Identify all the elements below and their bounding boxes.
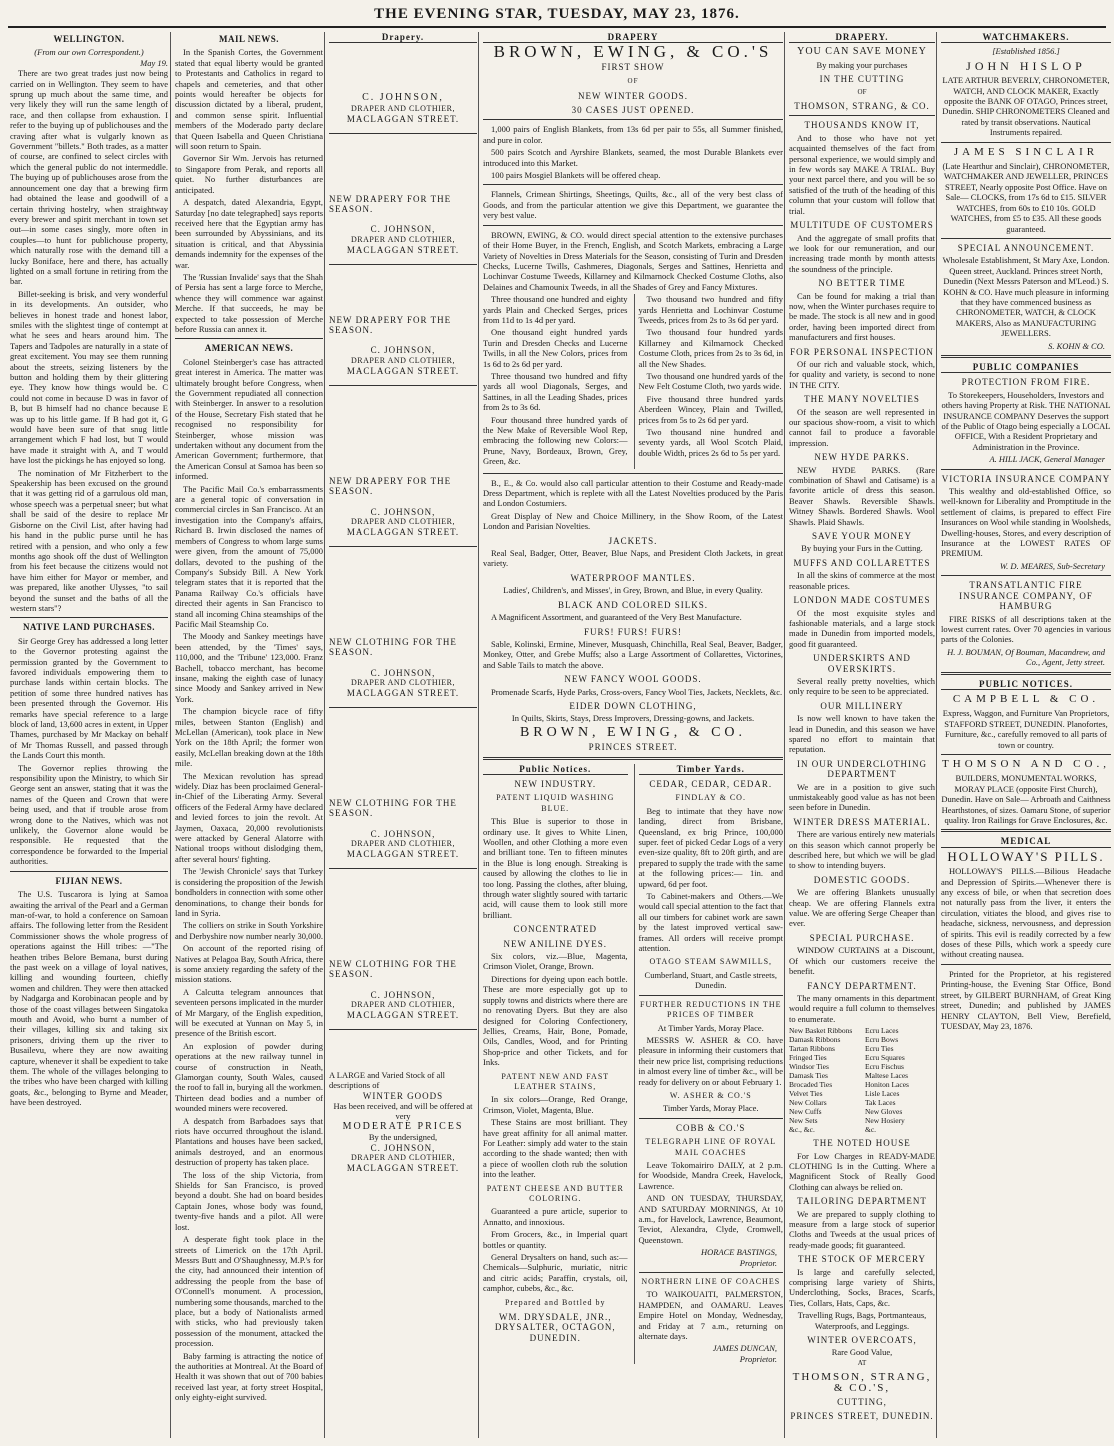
ad-address: MACLAGGAN STREET. — [346, 688, 460, 699]
article-paragraph: The U.S. Tuscarora is lying at Samoa awaiting the arrival of the Pearl and a German man-of-war, to hold a conference on Samoan affairs. The following letter from the Resident Commissioner shows the whole progress of operations against the Hill tribes: —"The heathen tribes Belore Bemana, burst during the past week on a village of loyal natives, killing and wounding fourteen, chiefly women and children. They were then attacked by Nadgarga and Korobinacan people and by those of the coast villages between Singatoka mouth and Avoid, who burnt a number of their villages, killing six and taking six prisoners, driving them up the river to Busailevu, where they are now awaiting capture, whenever it shall be expedient to take them. The whole of the villages belonging to the tribes who have been charged with killing goats, &c., belonging to Byrne and Meader, have been destroyed. — [10, 889, 168, 1108]
princes-street: PRINCES STREET. — [588, 742, 678, 753]
ad-name: C. JOHNSON, — [370, 1142, 436, 1153]
notice-heading: NEW INDUSTRY. — [514, 778, 597, 789]
divider — [941, 754, 1111, 755]
notice-text: MESSRS W. ASHER & CO. have pleasure in informing their customers that their new price list, comprising reductions in almost every line of timber &c., will be ready for delivery on or about February 1. — [638, 1034, 783, 1087]
article-paragraph: The Moody and Sankey meetings have been attended, by the 'Times' says, 110,000, and the 'Tribune' 123,000. Franz Bachell, tobacco merchant, has become insane, making the eighth case of lunacy since Moody and Sankey arrived in New York. — [175, 631, 323, 704]
ad-address: MACLAGGAN STREET. — [346, 1010, 460, 1021]
drapery-banner: DRAPERY. — [789, 32, 935, 43]
ad-name: C. JOHNSON, — [362, 92, 444, 104]
ad-text: Express, Waggon, and Furniture Van Proprietors, STAFFORD STREET, DUNEDIN. Planofortes, Furniture, &c., carefully removed to all parts of town or country. — [942, 708, 1110, 750]
notice-signature: JAMES DUNCAN, — [712, 1343, 777, 1354]
list-item: Ecru Laces — [865, 1026, 899, 1036]
article-paragraph: There are two great trades just now being carried on in Wellington. They seem to have sprung up much about the same time, and very likely they will run the same length of race, and then collapse from exhaustion. I refer to the buying up of publichouses and the craving after what is vulgarly known as Government "billets." Both trades, as a matter of course, are confined to select circles with which the general public do not intermeddle. The buying up of publichouses arose from the announcement one day that a brewing firm had obtained the lease and goodwill of a certain thriving hostelry, when straightway every brewer and spirit merchant in town set out—in some cases singly, more often in couples—to hunt for publichouse property, which naturally rose with the demand till a lucky Boniface, here and there, has actually lighted on a small fortune in retiring from the bar. — [10, 68, 168, 287]
list-item: New Sets — [789, 1116, 818, 1126]
divider — [10, 871, 168, 872]
ad-name: C. JOHNSON, — [370, 224, 436, 235]
notice-text: Guaranteed a pure article, superior to Annatto, and innoxious. — [483, 1206, 628, 1227]
eider-down-heading: EIDER DOWN CLOTHING, — [569, 700, 697, 711]
list-item: Five thousand three hundred yards Aberdeen Wincey, Plain and Twilled, prices from 5s to 2s 6d per yard. — [638, 393, 783, 425]
section-heading: MULTITUDE OF CUSTOMERS — [790, 220, 934, 231]
article-paragraph: On account of the reported rising of Natives at Pelagoa Bay, South Africa, there is some anxiety regarding the safety of the mission stations. — [175, 943, 323, 985]
section-heading: WINTER DRESS MATERIAL. — [793, 816, 931, 827]
column-drapery-johnson — [324, 32, 481, 1438]
notice-text: At Timber Yards, Moray Place. — [657, 1022, 764, 1033]
section-heading: NEW HYDE PARKS. — [814, 452, 910, 463]
ad-text: IN THE CUTTING — [819, 74, 905, 85]
notice-heading: PATENT NEW AND FAST LEATHER STAINS, — [501, 1071, 610, 1091]
furs-heading: FURS! FURS! FURS! — [583, 626, 683, 637]
established-label: [Established 1856.] — [992, 46, 1060, 57]
johnson-ad — [329, 798, 477, 860]
list-item: Ecru Squares — [865, 1053, 905, 1063]
article-paragraph: A despatch, dated Alexandria, Egypt, Saturday [no date telegraphed] says reports received here that the Egyptian army has been surrounded by Abyssinians, and its situation is critical, and that Abyssinia demands indemnity for the expenses of the war. — [175, 197, 323, 270]
ad-trade: DRAPER AND CLOTHIER, — [350, 103, 455, 113]
divider — [329, 1029, 477, 1030]
list-item: One thousand eight hundred yards Turin and Dresden Checks and Lucerne Twills, in all the New Colors, prices from 1s 6d to 2s 6d per yard. — [483, 327, 628, 369]
medical-banner: MEDICAL — [941, 836, 1111, 847]
notice-heading: CEDAR, CEDAR, CEDAR. — [649, 778, 773, 789]
ad-paragraph: Ladies', Children's, and Misses', in Grey, Brown, and Blue, in every Quality. — [503, 585, 763, 596]
ad-address: MACLAGGAN STREET. — [346, 527, 460, 538]
article-paragraph: A desperate fight took place in the streets of Limerick on the 17th April. Messrs Butt and O'Shaughnessy, M.P.'s for the city, had announced their intention of addressing the people from the base of O'Connell's monument. A procession, numbering some thousands, marched to the place, but a body of Nationalists armed with sticks, who had previously taken possession of the monument, attacked the procession. — [175, 1234, 323, 1349]
watchmakers-banner: WATCHMAKERS. — [941, 32, 1111, 43]
article-paragraph: The Governor replies throwing the responsibility upon the Ministry, to which Sir George sent an answer, stating that it was the names of the Queen and Crown that were being used, and that if trouble arose from wrong done to the Natives, which was not unlikely, the Governor alone would be responsible. He requested that the correspondence be forwarded to the Imperial authorities. — [10, 762, 168, 867]
timber-yards — [634, 764, 784, 1365]
section-heading: MUFFS AND COLLARETTES — [793, 557, 931, 568]
thomson-strang-signature: THOMSON, STRANG, & CO.'S, — [792, 1371, 932, 1394]
section-text: In all the skins of commerce at the most reasonable prices. — [789, 570, 935, 591]
ad-heading: THOMSON AND CO., — [942, 757, 1110, 770]
list-item: Windsor Ties — [789, 1062, 829, 1072]
list-item: Four thousand three hundred yards of the New Make of Reversible Wool Rep, embracing the following new Colors:—Prune, Navy, Bordeaux, Brown, Grey, Green, &c. — [483, 414, 628, 467]
notice-text: Leave Tokomairiro DAILY, at 2 p.m. for Woodside, Mandra Creek, Havelock, Lawrence. — [638, 1159, 783, 1191]
divider — [329, 264, 477, 265]
notice-text: TO WAIKOUAITI, PALMERSTON, HAMPDEN, and OAMARU. Leaves Empire Hotel on Monday, Wednesday, and Friday at 7 a.m., returning on alternate days. — [638, 1289, 783, 1342]
list-item: Fringed Ties — [789, 1053, 827, 1063]
ad-heading: NEW CLOTHING FOR THE SEASON. — [329, 958, 457, 980]
article-paragraph: The 'Jewish Chronicle' says that Turkey is considering the proposition of the Jewish bondholders in connection with some other denominations, to change their bonds for land in Syria. — [175, 866, 323, 918]
ad-heading: SPECIAL ANNOUNCEMENT. — [957, 242, 1095, 253]
notice-heading: PATENT CHEESE AND BUTTER COLORING. — [486, 1183, 624, 1203]
notice-subheading: TELEGRAPH LINE OF ROYAL MAIL COACHES — [645, 1137, 777, 1157]
section-heading: THE STOCK OF MERCERY — [797, 1254, 927, 1265]
notice-text: Timber Yards, Moray Place. — [662, 1103, 759, 1114]
ad-signature: H. J. BOUMAN, Of Bouman, Macandrew, and Co., Agent, Jetty street. — [947, 646, 1105, 668]
article-paragraph: The nomination of Mr Fitzherbert to the Speakership has been excused on the ground that it was getting rid of a garrulous old man, whose speech was a perpetual sneer; but what shall be said of the desire to replace Mr Gisborne on the Civil List, after having had his hand in the public purse until he has retired with a pension, and who only a few months ago shook off the dust of Wellington from his feet because the citizens would not have him either for Mayor or member, and was prepared, like another Ulysses, "to sail beyond the sunset and the baths of all the western stars"? — [10, 467, 168, 613]
section-text: Is large and carefully selected, comprising large variety of Shirts, Underclothing, Socks, Braces, Scarfs, Ties, Collars, Hats, Caps, &c. — [789, 1266, 935, 1308]
johnson-ad — [329, 637, 477, 699]
divider — [639, 1272, 784, 1273]
list-item: Three thousand two hundred and fifty yards all wool Diagonals, Serges, and Sattines, in all the Leading Shades, prices from 2s to 3s 6d. — [483, 370, 628, 413]
ad-paragraph: Flannels, Crimean Shirtings, Sheetings, Quilts, &c., all of the very best class of Goods, and from the particular attention we give this Department, we guarantee the very best value. — [483, 189, 783, 221]
ad-trade: DRAPER AND CLOTHIER, — [350, 234, 455, 244]
article-paragraph: The loss of the ship Victoria, from Shields for San Francisco, is proved beyond a doubt. She had on board besides Captain Jones, whose body was found, twenty-five hands and a pilot. All were lost. — [175, 1169, 323, 1232]
section-heading: DOMESTIC GOODS. — [813, 874, 911, 885]
ad-address: MACLAGGAN STREET. — [346, 849, 460, 860]
section-text: And to those who have not yet acquainted themselves of the fact from personal experience, we would simply and in few words say MAKE A TRIAL. Buy your next parcel there, and you will be so satisfied of the truth of the heading of this column that your custom will follow that trial. — [789, 132, 935, 216]
notice-heading: FURTHER REDUCTIONS IN THE PRICES OF TIMBER — [640, 999, 782, 1020]
ad-heading: NEW DRAPERY FOR THE SEASON. — [329, 475, 452, 497]
list-item: Velvet Ties — [789, 1089, 823, 1099]
divider — [483, 184, 783, 185]
list-item: New Cuffs — [789, 1107, 822, 1117]
ad-text: (Late Hearthur and Sinclair), CHRONOMETER, WATCHMAKER AND JEWELLER, PRINCES STREET, Nearly opposite Post Office. Have on Sale— CLOCKS, from 17s 6d to £15. SILVER WATCHES, from 60s to £10 10s. GOLD WATCHES, from £5 to £35. All these goods guaranteed. — [942, 161, 1110, 234]
notices-and-timber — [483, 764, 783, 1365]
notice-subheading: PATENT LIQUID WASHING BLUE. — [496, 793, 615, 813]
notice-subheading: FINDLAY & CO. — [675, 793, 746, 803]
ad-heading: WINTER GOODS — [362, 1090, 444, 1101]
ad-name: C. JOHNSON, — [370, 667, 436, 678]
divider — [941, 829, 1111, 832]
ad-paragraph: Promenade Scarfs, Hyde Parks, Cross-overs, Fancy Wool Ties, Jackets, Necklets, &c. — [491, 686, 783, 697]
johnson-ad — [329, 315, 477, 377]
list-item: Two thousand two hundred and fifty yards Henrietta and Lochinvar Costume Tweeds, prices from 2s to 3s 6d per yard. — [638, 294, 783, 325]
section-text: WINDOW CURTAINS at a Discount, Of which our customers receive the benefit. — [789, 945, 935, 977]
masthead: THE EVENING STAR, TUESDAY, MAY 23, 1876. — [374, 6, 740, 22]
ad-paragraph: Sable, Kolinski, Ermine, Minever, Musquash, Chinchilla, Real Seal, Beaver, Badger, Monkey, Otter, and Grebe Muffs; also a Large Assortment of Collarettes, Victorines, and Sable Tails to match the above. — [483, 638, 783, 670]
divider — [941, 672, 1111, 675]
brown-ewing-signature: BROWN, EWING, & CO. — [519, 724, 747, 740]
ad-paragraph: 500 pairs Scotch and Ayrshire Blankets, seamed, the most Durable Blankets ever introduced into this Market. — [483, 147, 783, 168]
divider — [941, 575, 1111, 576]
divider — [175, 338, 323, 339]
section-heading: TAILORING DEPARTMENT — [797, 1196, 927, 1207]
ad-paragraph: A Magnificent Assortment, and guaranteed of the Very Best Manufacture. — [491, 612, 742, 623]
article-paragraph: The champion bicycle race of fifty miles, between Stanton (English) and McLellan (American), took place in New York on the 18th April; the former won easily, McLellan breaking down at the 18th mile. — [175, 706, 323, 769]
section-text: By buying your Furs in the Cutting. — [801, 543, 923, 554]
section-text: The many ornaments in this department would require a full column to themselves to enumerate. — [789, 992, 935, 1024]
drapery-banner: Drapery. — [329, 32, 477, 43]
ad-text: OF — [857, 87, 867, 96]
ad-trade: DRAPER AND CLOTHIER, — [350, 355, 455, 365]
ad-heading: NEW CLOTHING FOR THE SEASON. — [329, 636, 457, 658]
ad-paragraph: BROWN, EWING, & CO. would direct special attention to the extensive purchases of their Home Buyer, in the French, English, and Scotch Markets, embracing a Large Variety of Novelties in Dress Materials for the Season, consisting of Turin and Dresden Checks, Lucerne Twills, Cashmeres, Diagonals, Serges and Sattines, Henrietta and Lochinvar Costume Tweeds, Killarney and Kilmarnock Checked Costume Cloths, also Delaines and Chamounix Tweeds, in all the Shades of Grey and Fancy Mixtures. — [483, 229, 783, 292]
section-text: We are prepared to supply clothing to measure from a large stock of superior Cloths and Tweeds at the usual prices of ready-made goods; fit guaranteed. — [789, 1208, 935, 1250]
divider — [483, 119, 783, 120]
ad-paragraph: Real Seal, Badger, Otter, Beaver, Blue Naps, and President Cloth Jackets, in great variety. — [483, 548, 783, 569]
notice-text: Beg to intimate that they have now landing, direct from Brisbane, Queensland, ex brig Prince, 100,000 super. feet of picked Cedar Logs of a very even-size quality, 8ft to 20ft girth, and are prepared to supply the trade with the same at the following prices:— 1in. and upward, 6d per foot. — [638, 805, 783, 889]
ad-trade: DRAPER AND CLOTHIER, — [350, 677, 455, 687]
ad-text: HOLLOWAY'S PILLS.—Bilious Headache and Depression of Spirits.—Whenever there is any excess of bile, or when that secretion does not naturally pass from the liver, it enters the circulation, vitiates the blood, and gives rise to headache, sickness, nervousness, and depression of spirits. This evil is readily corrected by a few doses of these Pills, which work a speedy cure without creating nausea. — [941, 866, 1111, 960]
list-item: Damask Ties — [789, 1071, 828, 1081]
ad-address: MACLAGGAN STREET. — [346, 114, 460, 125]
list-item: Ecru Bows — [865, 1035, 899, 1045]
jackets-heading: JACKETS. — [608, 535, 658, 546]
mantles-heading: WATERPROOF MANTLES. — [570, 572, 696, 583]
printer-imprint: Printed for the Proprietor, at his registered Printing-house, the Evening Star Office, Bond street, by GILBERT BURNHAM, of Great King street, Dunedin; and published by JAMES HENRY CLAYTON, Bell View, Berefield, TUESDAY, May 23, 1876. — [941, 968, 1111, 1031]
ad-text: Has been received, and will be offered at very — [333, 1101, 473, 1122]
winter-goods-ad — [329, 1070, 477, 1174]
ad-trade: DRAPER AND CLOTHIER, — [350, 838, 455, 848]
notice-heading: NORTHERN LINE OF COACHES — [641, 1277, 781, 1287]
public-notices-banner: Public Notices. — [483, 764, 628, 775]
divider — [483, 225, 783, 226]
notice-text: Directions for dyeing upon each bottle. These are more especially got up to supply towns and districts where there are no renovating Dyers. But they are also designed for Coloring Confectionery, Jellies, Creams, Hair, Bone, Pomade, Oils, Candles, Wood, and for Printing Shop-price and other Tickets, and for Inks. — [483, 973, 628, 1068]
ad-address: MACLAGGAN STREET. — [346, 1163, 460, 1174]
section-text: We are in a position to give such unmistakeably good value as has not been seen before in Dunedin. — [789, 781, 935, 813]
mail-news-heading: MAIL NEWS. — [218, 34, 279, 44]
ad-paragraph: In Quilts, Skirts, Stays, Dress Improvers, Dressing-gowns, and Jackets. — [511, 713, 755, 724]
ad-text: This wealthy and old-established Office, so well-known for Liberality and Promptitude in the settlement of claims, is prepared to effect Fire Insurances on Wool while standing in Woolsheds, Dwelling-houses, Stores, and every description of Insurance at the LOWEST RATES OF PREMIUM. — [941, 486, 1111, 559]
notice-heading: COBB & CO.'S — [676, 1122, 746, 1133]
section-heading: IN OUR UNDERCLOTHING DEPARTMENT — [797, 758, 927, 780]
list-item: Maltese Laces — [865, 1071, 909, 1081]
article-paragraph: An explosion of powder during operations at the new railway tunnel in course of construction in Neath, Glamorgan county, South Wales, caused the roof to fall in, burying all the workmen. Thirteen dead bodies and a number of wounded miners were recovered. — [175, 1040, 323, 1114]
list-item: Tak Laces — [865, 1098, 896, 1108]
list-item: Lisle Laces — [865, 1089, 900, 1099]
section-text: NEW HYDE PARKS. (Rare combination of Shawl and Catisame) is a favorite article of dress this season. Beaver Shawls. Reversible Shawls. Witney Shawls. Bordered Shawls. Wool Shawls. Plaid Shawls. — [789, 464, 935, 527]
ad-address: MACLAGGAN STREET. — [346, 366, 460, 377]
section-text: Can be found for making a trial than now, when the Winter purchases require to be made. The stock is all new and in good order, having been imported direct from manufacturers and first houses. — [789, 290, 935, 343]
brown-ewing-title: BROWN, EWING, & CO.'S — [493, 42, 773, 62]
list-item: New Collars — [789, 1098, 827, 1108]
native-land-heading: NATIVE LAND PURCHASES. — [22, 622, 156, 633]
notice-heading: W. ASHER & CO.'S — [669, 1090, 752, 1100]
notice-text: This Blue is superior to those in ordinary use. It gives to White Linen, Woollen, and other Clothing a more even and brilliant tone. Ten to fifteen minutes in the Blue is long enough. Streaking is caused by allowing the clothes to lie in too long. Passing the clothes, after bluing, through water slightly soured with tartaric acid, will cause them to look still more brilliant. — [483, 816, 628, 920]
ad-name: C. JOHNSON, — [370, 828, 436, 839]
ad-heading: CAMPBELL & CO. — [952, 692, 1100, 705]
divider — [329, 133, 477, 134]
notice-heading: Prepared and Bottled by — [504, 1297, 606, 1307]
section-text: Is now well known to have taken the lead in Dunedin, and this season we have spared no effort to maintain that reputation. — [789, 713, 935, 755]
johnson-ad — [329, 194, 477, 256]
column-thomson-strang — [784, 32, 939, 1438]
public-notices — [483, 764, 628, 1365]
first-show: FIRST SHOW — [601, 61, 665, 72]
ad-text: To Storekeepers, Householders, Investors and others having Property at Risk. THE NATIONAL INSURANCE COMPANY Deserves the support of the Public of Otago being especially a LOCAL OFFICE, With a Resident Proprietary and Administration in the Province. — [941, 389, 1111, 452]
johnson-ad — [329, 476, 477, 538]
silks-heading: BLACK AND COLORED SILKS. — [557, 599, 708, 610]
notice-text: AND ON TUESDAY, THURSDAY, AND SATURDAY MORNINGS, At 10 a.m., for Havelock, Lawrence, Beaumont, Teviot, Alexandra, Clyde, Cromwell, Queenstown. — [638, 1193, 783, 1245]
section-heading: LONDON MADE COSTUMES — [793, 595, 931, 606]
divider — [10, 617, 168, 618]
divider — [639, 1118, 784, 1119]
section-text: We are offering Blankets unusually cheap. We are offering Flannels extra value. We are offering Serge Cheaper than ever. — [789, 887, 935, 929]
divider — [329, 868, 477, 869]
ad-text: Wholesale Establishment, St Mary Axe, London. Queen street, Auckland. Princes street North, Dunedin (Next Messrs Paterson and M'Leod.) S. KOHN & CO. Have much pleasure in informing that they have commenced business as CHRONOMETER, WATCH, & CLOCK MAKERS, Also as MANUFACTURING JEWELLERS. — [942, 255, 1110, 339]
article-paragraph: Sir George Grey has addressed a long letter to the Governor protesting against the permission granted by the Government to favored individuals empowering them to purchase lands within certain blocks. The petition of some three hundred natives has been presented through the Governor. His remarks have special reference to a large block of land, 13,600 acres in extent, in Upper Thames, purchased by Mr Mackay on behalf of Mr Thomas Russell, and passed through the Lands Court this month. — [10, 635, 168, 761]
ad-name: C. JOHNSON, — [370, 345, 436, 356]
ad-name: C. JOHNSON, — [370, 989, 436, 1000]
section-text: For Low Charges in READY-MADE CLOTHING Is in the Cutting. Where a Magnificent Stock of Really Good Clothing can always be relied on. — [789, 1150, 935, 1192]
notice-heading: OTAGO STEAM SAWMILLS, — [649, 957, 773, 967]
ad-signature: W. D. MEARES, Sub-Secretary — [999, 560, 1105, 571]
notice-text: These Stains are most brilliant. They have great affinity for all animal matter. For Leather: simply add water to the stain according to the shade wanted; then with a piece of woollen cloth rub the solution into the leather. — [483, 1117, 628, 1180]
column-watchmakers — [936, 32, 1114, 1438]
list-item: Tartan Ribbons — [789, 1044, 835, 1054]
list-item: &c. — [865, 1125, 877, 1135]
notice-text: To Cabinet-makers and Others.—We would call special attention to the fact that all our timbers for cabinet work are sawn by the latest improved vertical saw-frames. All orders will receive prompt attention. — [638, 891, 783, 954]
wellington-heading: WELLINGTON. — [53, 34, 125, 44]
section-text: Travelling Rugs, Bags, Portmanteaus, Waterproofs, and Leggings. — [797, 1310, 927, 1331]
article-paragraph: A despatch from Barbadoes says that riots have occurred throughout the island. Plantations and houses have been sacked, animals destroyed, and an enormous destruction of property has taken place. — [175, 1115, 323, 1168]
section-heading: THE NOTED HOUSE — [813, 1138, 911, 1149]
divider — [941, 964, 1111, 965]
ad-heading: NEW DRAPERY FOR THE SEASON. — [329, 314, 452, 336]
ad-signature: A. HILL JACK, General Manager — [989, 454, 1105, 465]
ad-heading: PROTECTION FROM FIRE. — [961, 377, 1091, 388]
ad-heading: NEW DRAPERY FOR THE SEASON. — [329, 193, 452, 215]
section-text: Rare Good Value, — [831, 1347, 893, 1358]
article-paragraph: In the Spanish Cortes, the Government stated that equal liberty would be granted to Protestants and Catholics in regard to chapels and cemeteries, and that other points would hereafter be objects for discussion dictated by a liberal, prudent, and common sense spirit. Influential members of the Moderado party declare that Queen Isabella and Queen Christiana will soon return to Spain. — [175, 47, 323, 152]
column-mail-news — [170, 32, 327, 1438]
article-paragraph: The Mexican revolution has spread widely. Diaz has been proclaimed General-in-Chief of the Liberating Army. Several officers of the Federal Army have declared and levied forces to join the revolt. At Jaymen, Oaxaca, 20,000 revolutionists were attacked by General Alatorre with National troops without dislodging them, after several hours' fighting. — [175, 770, 323, 864]
section-heading: UNDERSKIRTS AND OVERSKIRTS. — [813, 653, 911, 674]
divider — [639, 995, 784, 996]
section-text: Of our rich and valuable stock, which, for quality and variety, is second to none IN THE CITY. — [789, 358, 935, 390]
ad-heading: JOHN HISLOP — [966, 58, 1086, 73]
of-label: OF — [627, 77, 639, 86]
section-heading: OUR MILLINERY — [820, 700, 904, 711]
ad-signature: S. KOHN & CO. — [1048, 340, 1105, 351]
section-heading: THOUSANDS KNOW IT, — [804, 120, 920, 131]
masthead-rule — [8, 26, 1106, 28]
notice-heading: CONCENTRATED — [513, 924, 597, 935]
ad-paragraph: B., E., & Co. would also call particular attention to their Costume and Ready-made Dress Department, which is replete with all the Latest Novelties produced by the Paris and London Costumiers. — [483, 477, 783, 509]
divider — [329, 546, 477, 547]
notice-signature: Proprietor. — [739, 1353, 777, 1364]
divider — [483, 473, 783, 474]
divider — [329, 707, 477, 708]
notice-subheading: NEW ANILINE DYES. — [503, 938, 608, 949]
notice-text: From Grocers, &c., in Imperial quart bottles or quantity. — [483, 1229, 628, 1250]
ad-text: THOMSON, STRANG, & CO. — [794, 101, 930, 112]
divider — [483, 757, 783, 760]
section-text: And the aggregate of small profits that we look for our remuneration, and our increasing trade month by month attests the soundness of the principle. — [789, 232, 935, 274]
ad-heading: JAMES SINCLAIR — [953, 145, 1099, 158]
ad-text: AT — [857, 1358, 867, 1367]
ad-trade: DRAPER AND CLOTHIER, — [350, 1000, 455, 1009]
section-heading: SPECIAL PURCHASE. — [809, 932, 915, 943]
divider — [941, 355, 1111, 358]
article-paragraph: A Calcutta telegram announces that seventeen persons implicated in the murder of Mr Margary, of the English expedition, will be executed at Yunnan on May 5, in presence of the British escort. — [175, 986, 323, 1039]
johnson-ad — [329, 93, 477, 124]
drapery-banner: DRAPERY — [483, 32, 783, 43]
divider — [941, 469, 1111, 470]
new-winter-goods: NEW WINTER GOODS. — [578, 90, 688, 101]
save-money-heading: YOU CAN SAVE MONEY — [797, 46, 927, 58]
section-heading: SAVE YOUR MONEY — [811, 531, 912, 542]
timber-yards-banner: Timber Yards. — [639, 764, 784, 775]
notice-signature: Proprietor. — [739, 1257, 777, 1268]
drysdale-signature: WM. DRYSDALE, JNR., DRYSALTER, OCTAGON, DUNEDIN. — [494, 1312, 616, 1343]
list-item: Three thousand one hundred and eighty yards Plain and Checked Serges, prices from 11d to 1s 4d per yard. — [483, 294, 628, 325]
notice-text: In six colors—Orange, Red Orange, Crimson, Violet, Magenta, Blue. — [483, 1094, 628, 1115]
johnson-ad — [329, 959, 477, 1021]
ad-text: FIRE RISKS of all descriptions taken at the lowest current rates. Over 70 agencies in various parts of the Colonies. — [941, 613, 1111, 645]
article-paragraph: Governor Sir Wm. Jervois has returned to Singapore from Perak, and reports all quiet. No further disturbances are anticipated. — [175, 153, 323, 195]
fancy-goods-list — [789, 1026, 935, 1134]
list-item: Ecru Ties — [865, 1044, 894, 1054]
column-brown-ewing — [478, 32, 787, 1438]
list-item: Two thousand four hundred yards Killarney and Kilmarnock Checked Costume Cloth, prices from 2s to 3s 6d, in all the New Shades. — [638, 327, 783, 369]
section-text: Several really pretty novelties, which only require to be seen to be appreciated. — [789, 675, 935, 697]
public-notices-banner: PUBLIC NOTICES. — [941, 679, 1111, 690]
article-paragraph: Colonel Steinberger's case has attracted great interest in America. The matter was ultimately brought before Congress, when the Government repudiated all connection with Steinberger. In answer to a resolution of the House, Secretary Fish stated that he recognised no responsibility for Steinberger, whose mission was undertaken without any document from the American Government; furthermore, that the American Consul at Samoa has been so informed. — [175, 356, 323, 482]
ad-trade: DRAPER AND CLOTHIER, — [350, 1153, 455, 1163]
list-item: Two thousand nine hundred and seventy yards, all Wool Scotch Plaid, double Width, prices 2s 6d to 5s per yard. — [638, 427, 783, 458]
public-companies-banner: PUBLIC COMPANIES — [941, 362, 1111, 373]
divider — [941, 142, 1111, 143]
section-heading: FANCY DEPARTMENT. — [807, 980, 917, 991]
holloway-pills-heading: HOLLOWAY'S PILLS. — [947, 848, 1105, 864]
ad-heading: TRANSATLANTIC FIRE INSURANCE COMPANY, OF HAMBURG — [959, 580, 1093, 612]
address-label: PRINCES STREET, DUNEDIN. — [790, 1411, 934, 1422]
ad-paragraph: Great Display of New and Choice Millinery, in the Show Room, of the Latest London and Parisian Novelties. — [483, 510, 783, 532]
ad-trade: DRAPER AND CLOTHIER, — [350, 516, 455, 526]
ad-text: By the undersigned, — [368, 1132, 438, 1143]
notice-signature: HORACE BASTINGS, — [700, 1247, 777, 1258]
list-item: Two thousand one hundred yards of the New Felt Costume Cloth, two yards wide. — [638, 370, 783, 392]
section-heading: NO BETTER TIME — [818, 278, 906, 289]
section-text: There are various entirely new materials on this season which cannot properly be described here, but which we will be glad to show to intending buyers. — [789, 829, 935, 871]
wellington-byline: (From our own Correspondent.) — [34, 47, 144, 58]
list-item: New Basket Ribbons — [789, 1026, 853, 1036]
section-text: Of the most exquisite styles and fashionable materials, and a large stock made in Dunedin from imported models, good fit guaranteed. — [789, 607, 935, 649]
list-item: Damask Ribbons — [789, 1035, 841, 1045]
section-heading: WINTER OVERCOATS, — [807, 1335, 917, 1346]
article-paragraph: Baby farming is attracting the notice of the authorities at Montreal. At the Board of Health it was shown that out of 700 babies received last year, at forty street Hospital, only eighty-eight survived. — [175, 1350, 323, 1403]
article-paragraph: The 'Russian Invalide' says that the Shah of Persia has sent a large force to Merche, whence they will commence war against Merche. If that succeeds, he may be expected to take possession of Merche before Russia can annex it. — [175, 271, 323, 334]
article-paragraph: Billet-seeking is brisk, and very wonderful in its developments. An outsider, who believes in honest trade and honest labor, smiles with the slightest tinge of contempt at what he sees and hears around him. The Tapers and Tadpoles are naturally in a state of great excitement. You may see them running about the streets, seizing listeners by the button and holding them by their glittering eye. They know how things would be. C could not come in because D was in favor of B, but B himself had no chance because E was up to his little game. If B had got it, G would have been sure of that snug little arrangement which F had lost, but T would have made it straight with A, and T would have lost the pickings he has enjoyed so long. — [10, 288, 168, 466]
notice-text: Six colors, viz.—Blue, Magenta, Crimson Violet, Orange, Brown. — [483, 951, 628, 972]
divider — [789, 115, 935, 116]
list-item: New Hosiery — [865, 1116, 905, 1126]
section-heading: FOR PERSONAL INSPECTION — [790, 346, 934, 357]
notice-text: General Drysalters on hand, such as:—Chemicals—Sulphuric, muriatic, nitric and citric acids; Paraffin, crystals, oil, camphor, cubebs, &c., &c. — [483, 1252, 628, 1294]
divider — [941, 238, 1111, 239]
section-text: Of the season are well represented in our spacious show-room, a visit to which cannot fail to produce a favorable impression. — [789, 406, 935, 448]
cases-opened: 30 CASES JUST OPENED. — [571, 105, 695, 116]
cutting-label: CUTTING, — [837, 1397, 887, 1408]
dress-materials-list — [483, 294, 783, 469]
american-news-heading: AMERICAN NEWS. — [204, 343, 294, 354]
divider — [329, 385, 477, 386]
ad-heading: VICTORIA INSURANCE COMPANY — [941, 473, 1111, 484]
article-paragraph: The colliers on strike in South Yorkshire and Derbyshire now number nearly 30,000. — [175, 920, 324, 941]
ad-text: LATE ARTHUR BEVERLY, CHRONOMETER, WATCH, AND CLOCK MAKER, Exactly opposite the BANK OF OTAGO, Princes street, Dunedin. SHIP CHRONOMETERS Cleaned and rated by transit observations. Nautical Instruments repaired. — [942, 75, 1110, 138]
article-paragraph: The Pacific Mail Co.'s embarrassments are a general topic of conversation in commercial circles in San Francisco. At an investigation into the Company's affairs, Richard B. Irwin disclosed the names of members of Congress to whom large sums were given, from the amount of 75,000 dollars, devoted to the pushing of the Company's Subsidy Bill. A New York telegram states that it is reported that the Panama Railway Co.'s officials have directed their agents in San Francisco to stand all incoming China steamships of the Pacific Mail Steamship Co. — [175, 483, 323, 629]
ad-text: A LARGE and Varied Stock of all descriptions of — [329, 1069, 445, 1091]
ad-heading: NEW CLOTHING FOR THE SEASON. — [329, 797, 457, 819]
ad-paragraph: 1,000 pairs of English Blankets, from 13s 6d per pair to 55s, all Summer finished, and pure in color. — [483, 124, 783, 145]
fijian-news-heading: FIJIAN NEWS. — [55, 875, 123, 886]
section-heading: THE MANY NOVELTIES — [804, 394, 920, 405]
list-item: Brocaded Ties — [789, 1080, 833, 1090]
wellington-date: May 19. — [140, 57, 168, 68]
ad-name: C. JOHNSON, — [370, 506, 436, 517]
notice-text: Cumberland, Stuart, and Castle streets, Dunedin. — [644, 969, 777, 991]
list-item: New Gloves — [865, 1107, 903, 1117]
list-item: Honiton Laces — [865, 1080, 909, 1090]
list-item: &c., &c. — [789, 1125, 815, 1135]
ad-text: By making your purchases — [816, 59, 908, 70]
column-news-wellington — [6, 32, 172, 1438]
ad-heading: MODERATE PRICES — [342, 1120, 464, 1132]
list-item: Ecru Fischus — [865, 1062, 904, 1072]
fancy-wool-heading: NEW FANCY WOOL GOODS. — [564, 674, 702, 685]
ad-text: BUILDERS, MONUMENTAL WORKS, MORAY PLACE (opposite First Church), Dunedin. Have on Sale— Arbroath and Caithness Hearthstones, of sizes. Oamaru Stone, of superior quality. Iron Railings for Grave Enclosures, &c. — [941, 773, 1111, 825]
ad-address: MACLAGGAN STREET. — [346, 245, 460, 256]
ad-paragraph: 100 pairs Mosgiel Blankets will be offered cheap. — [491, 170, 661, 181]
